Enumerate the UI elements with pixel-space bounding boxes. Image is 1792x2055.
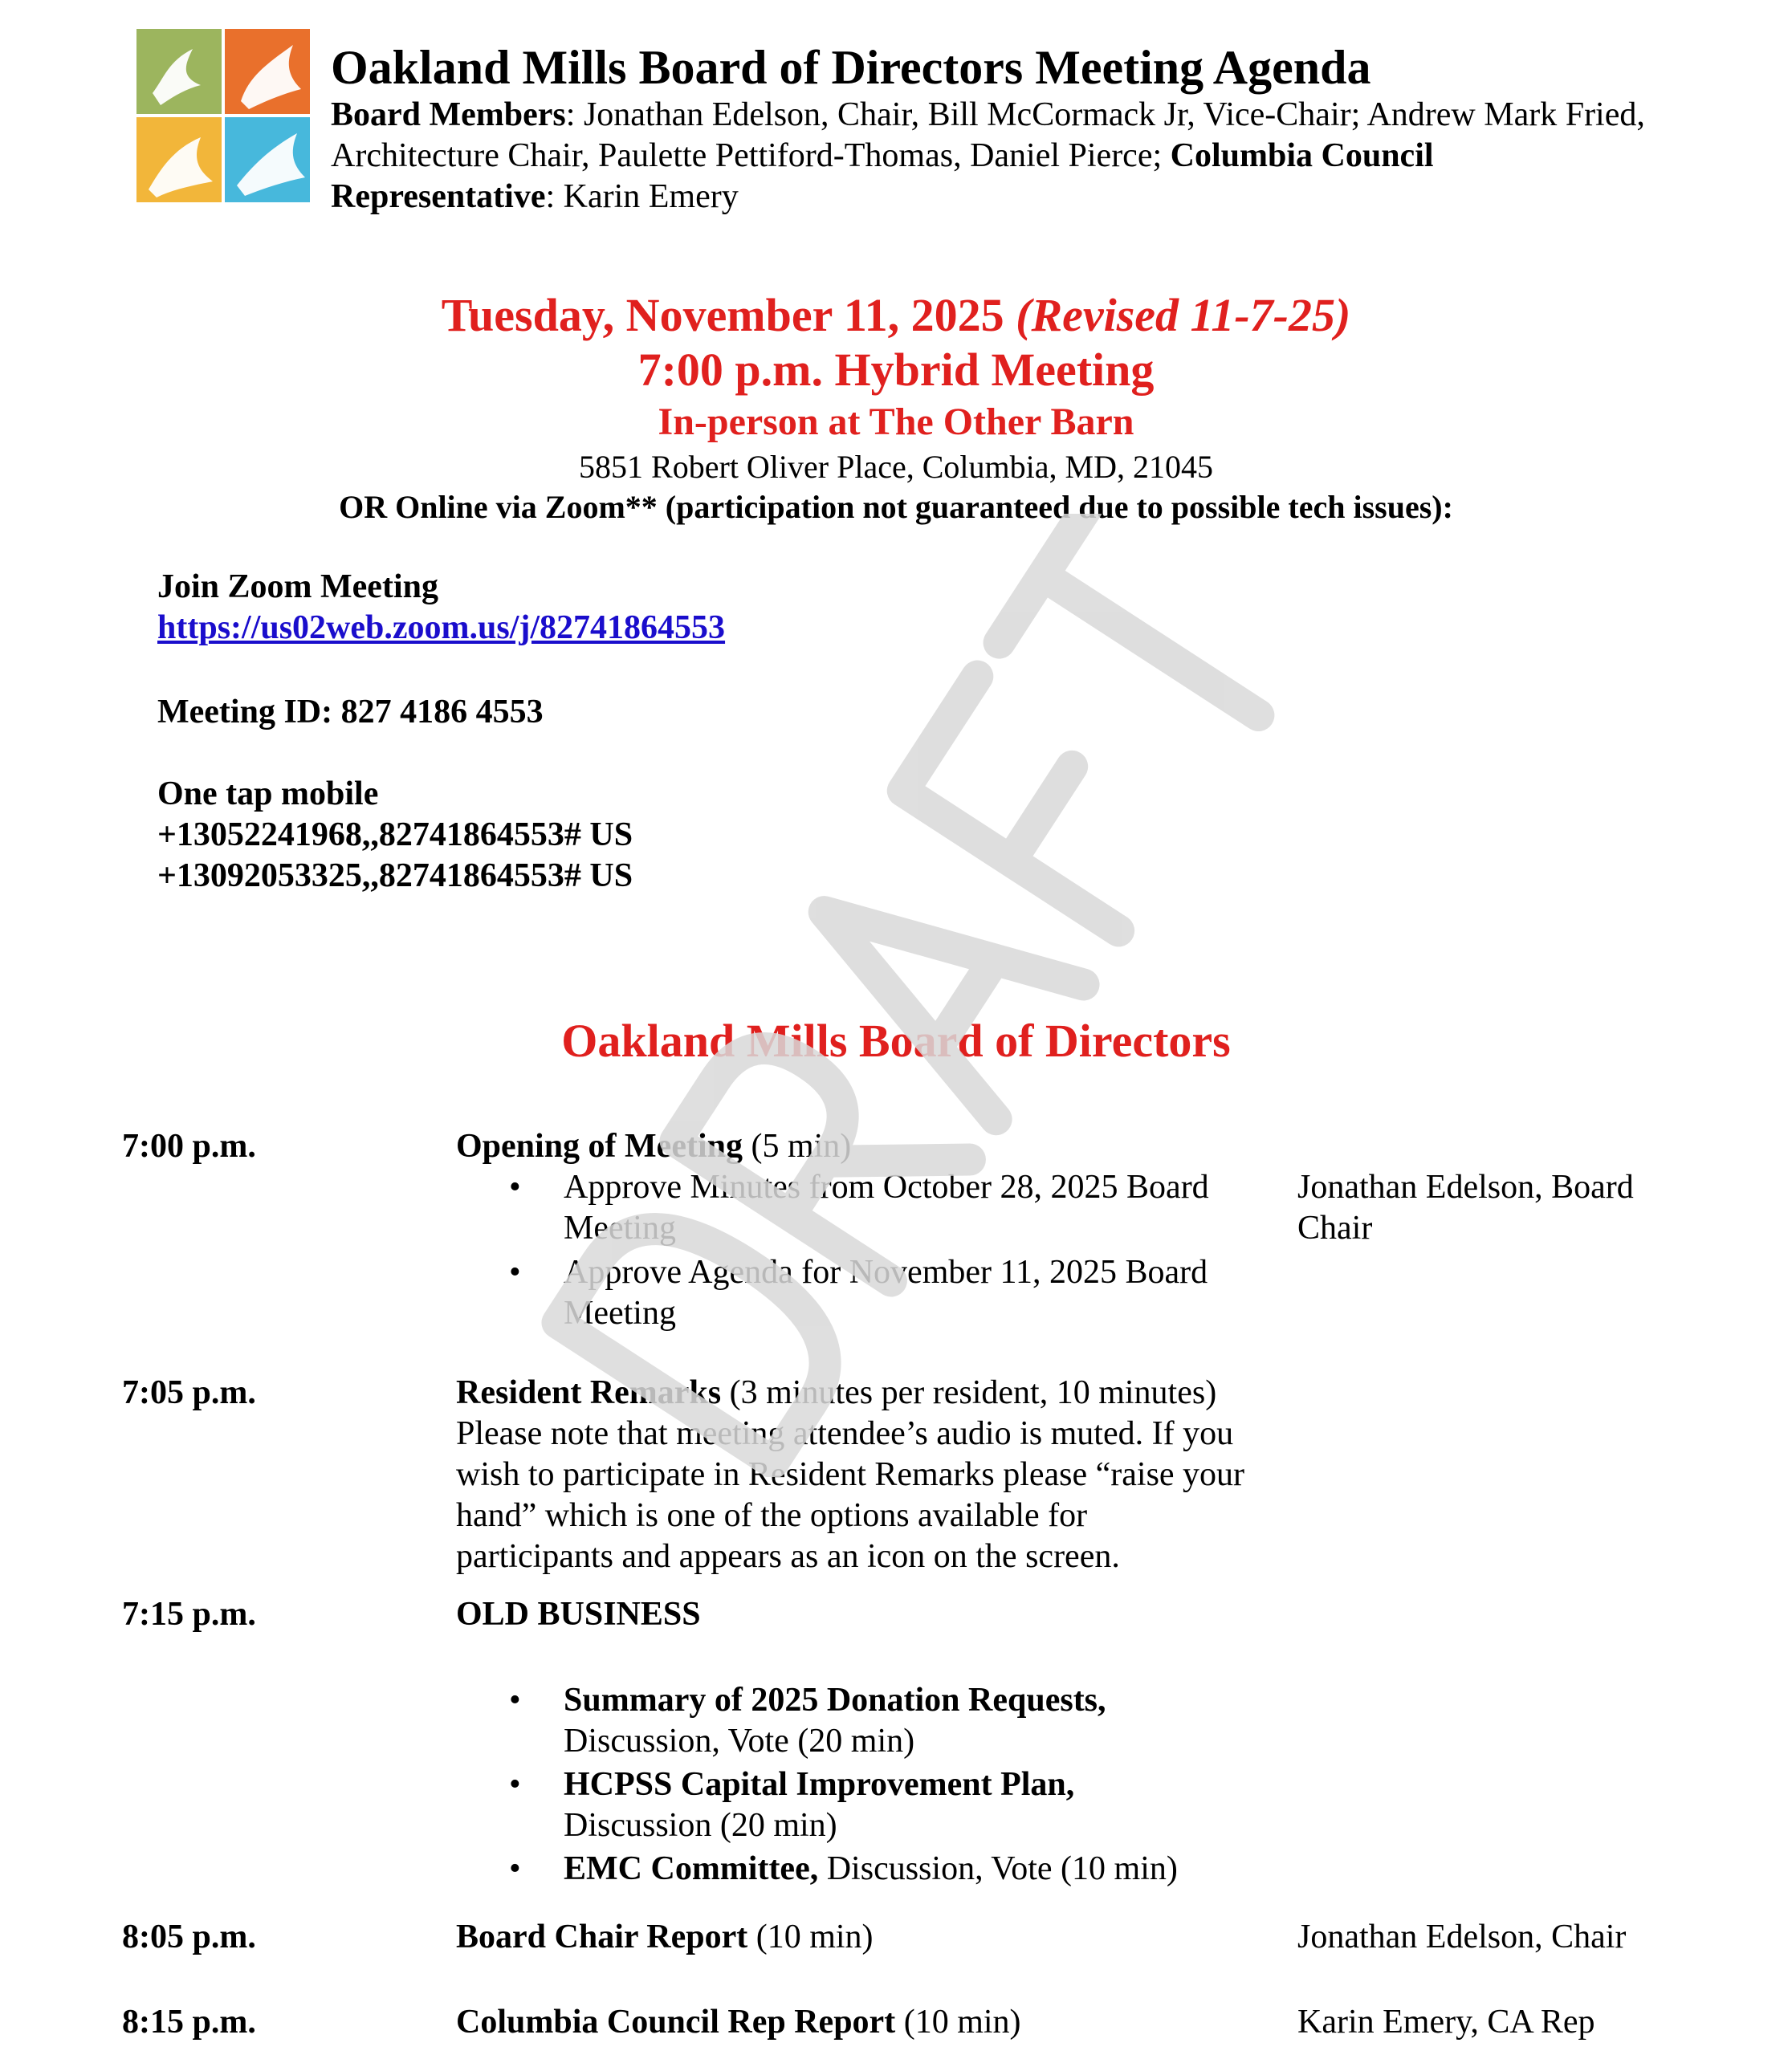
one-tap-label: One tap mobile: [157, 775, 379, 812]
agenda-time-4: 8:05 p.m.: [122, 1919, 256, 1955]
presenter-5: Karin Emery, CA Rep: [1297, 2004, 1595, 2041]
board-members-text: : Jonathan Edelson, Chair, Bill McCormack Jr, Vice-Chair; Andrew Mark Fried, Architecture Chair, Paulette Pettiford-Thomas, Daniel Pierce;: [331, 96, 1645, 174]
meeting-id: Meeting ID: 827 4186 4553: [157, 694, 544, 730]
section-title: Oakland Mills Board of Directors: [561, 1015, 1231, 1067]
zoom-link[interactable]: https://us02web.zoom.us/j/82741864553: [157, 609, 726, 646]
agenda-item-opening: [456, 1126, 1275, 1334]
board-members: [331, 95, 1647, 218]
oakland-mills-logo: [136, 29, 310, 202]
bullet-hcpss-plan: • HCPSS Capital Improvement Plan, Discussion (20 min): [456, 1764, 1275, 1846]
phone-number-1: +13052241968,,82741864553# US: [157, 816, 633, 853]
agenda-item-title: Board Chair Report: [456, 1919, 748, 1955]
agenda-item-duration: (10 min): [895, 2004, 1021, 2041]
in-person-location: In-person at The Other Barn: [658, 401, 1134, 443]
address: 5851 Robert Oliver Place, Columbia, MD, 21045: [579, 449, 1213, 485]
council-label: Columbia Council Representative: [331, 137, 1434, 215]
watermark-letter-f: [903, 677, 1193, 931]
resident-remarks-note: Please note that meeting attendee’s audio is muted. If you wish to participate in Resident Remarks please “raise your hand” which is one of the options available for participants and appears as an icon on the screen.: [456, 1415, 1245, 1575]
board-members-label: Board Members: [331, 96, 566, 133]
meeting-date: [0, 287, 1792, 344]
bullet-donation-requests: • Summary of 2025 Donation Requests, Discussion, Vote (20 min): [456, 1680, 1275, 1762]
agenda-item-duration: (5 min): [742, 1128, 852, 1165]
online-note: OR Online via Zoom** (participation not guaranteed due to possible tech issues):: [339, 489, 1453, 525]
agenda-item-duration: (3 minutes per resident, 10 minutes): [721, 1374, 1217, 1411]
agenda-item-resident-remarks: [456, 1373, 1267, 1577]
agenda-item-title: Resident Remarks: [456, 1374, 722, 1411]
meeting-time: 7:00 p.m. Hybrid Meeting: [637, 344, 1155, 396]
agenda-item-title: Opening of Meeting: [456, 1128, 743, 1165]
agenda-time-5: 8:15 p.m.: [122, 2004, 256, 2041]
presenter-1: Jonathan Edelson, Board Chair: [1297, 1169, 1634, 1247]
agenda-time-3: 7:15 p.m.: [122, 1596, 256, 1633]
phone-number-2: +13092053325,,82741864553# US: [157, 857, 633, 894]
agenda-item-board-chair-report: [456, 1917, 1275, 1958]
agenda-time-2: 7:05 p.m.: [122, 1374, 256, 1411]
agenda-item-old-business: [456, 1594, 1275, 1890]
bullet-approve-agenda: • Approve Agenda for November 11, 2025 Board Meeting: [456, 1252, 1259, 1334]
meeting-date-text: Tuesday, November 11, 2025: [441, 289, 1016, 341]
council-text: : Karin Emery: [545, 178, 739, 215]
agenda-item-council-rep-report: [456, 2002, 1275, 2043]
watermark-letter-a: [780, 844, 1083, 1119]
presenter-4: Jonathan Edelson, Chair: [1297, 1919, 1627, 1955]
page-title: Oakland Mills Board of Directors Meeting Agenda: [331, 41, 1371, 94]
revised-note: (Revised 11-7-25): [1016, 289, 1351, 341]
agenda-item-duration: (10 min): [747, 1919, 874, 1955]
bullet-emc-committee: • EMC Committee, Discussion, Vote (10 min): [456, 1849, 1275, 1890]
agenda-item-title: OLD BUSINESS: [456, 1596, 701, 1633]
join-zoom-label: Join Zoom Meeting: [157, 568, 438, 605]
watermark-letter-t: [1000, 514, 1302, 783]
agenda-time-1: 7:00 p.m.: [122, 1128, 256, 1165]
agenda-item-title: Columbia Council Rep Report: [456, 2004, 896, 2041]
bullet-approve-minutes: • Approve Minutes from October 28, 2025 Board Meeting: [456, 1167, 1259, 1249]
